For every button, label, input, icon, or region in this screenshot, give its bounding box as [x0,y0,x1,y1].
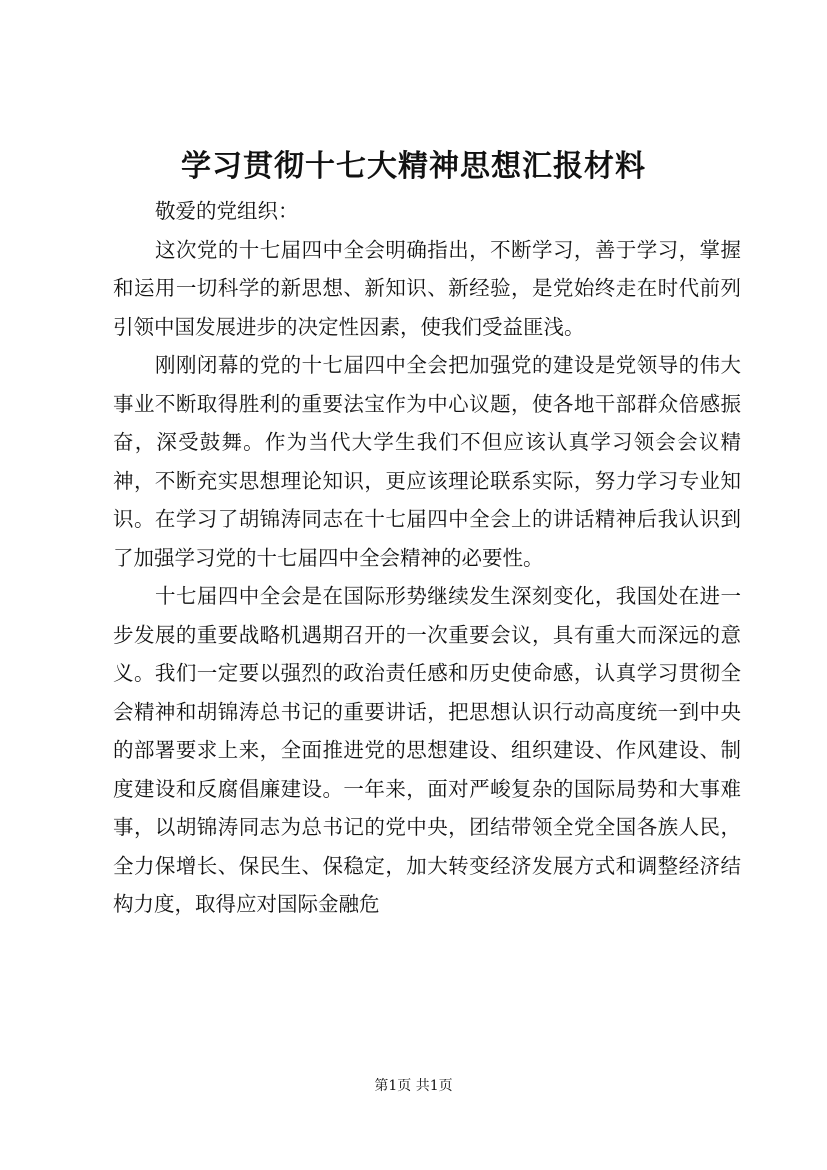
paragraph-3: 十七届四中全会是在国际形势继续发生深刻变化，我国处在进一步发展的重要战略机遇期召开的一次重要会议，具有重大而深远的意义。我们一定要以强烈的政治责任感和历史使命感，认真学习贯彻全会精神和胡锦涛总书记的重要讲话，把思想认识行动高度统一到中央的部署要求上来，全面推进党的思想建设、组织建设、作风建设、制度建设和反腐倡廉建设。一年来，面对严峻复杂的国际局势和大事难事，以胡锦涛同志为总书记的党中央，团结带领全党全国各族人民，全力保增长、保民生、保稳定，加大转变经济发展方式和调整经济结构力度，取得应对国际金融危 [113,584,741,916]
salutation: 敬爱的党组织： [155,199,299,223]
page-number-footer: 第1页 共1页 [374,1078,453,1094]
document-body [113,192,741,924]
paragraph-1: 这次党的十七届四中全会明确指出，不断学习，善于学习，掌握和运用一切科学的新思想、新知识、新经验，是党始终走在时代前列引领中国发展进步的决定性因素，使我们受益匪浅。 [113,237,741,339]
document-title: 学习贯彻十七大精神思想汇报材料 [181,149,646,184]
paragraph-2: 刚刚闭幕的党的十七届四中全会把加强党的建设是党领导的伟大事业不断取得胜利的重要法宝作为中心议题，使各地干部群众倍感振奋，深受鼓舞。作为当代大学生我们不但应该认真学习领会会议精神，不断充实思想理论知识，更应该理论联系实际，努力学习专业知识。在学习了胡锦涛同志在十七届四中全会上的讲话精神后我认识到了加强学习党的十七届四中全会精神的必要性。 [113,353,741,570]
